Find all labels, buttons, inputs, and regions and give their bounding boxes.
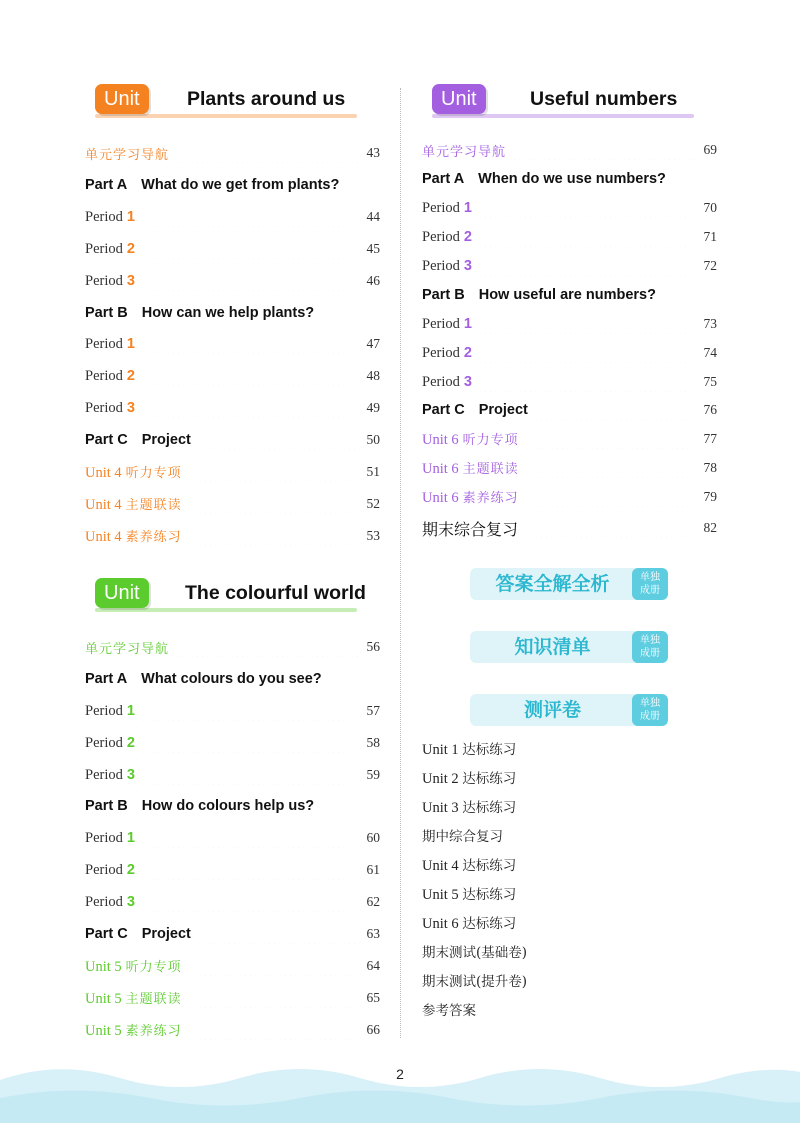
entry-text: 素养练习 — [125, 1024, 182, 1039]
tag-line-1: 单独 — [640, 698, 660, 709]
unit-6-b-period-2[interactable] — [422, 343, 717, 363]
unit-prefix: Unit 6 — [422, 490, 459, 506]
leader-dots — [141, 239, 358, 259]
entry-label — [85, 494, 182, 514]
leader-dots — [141, 271, 358, 291]
part-label: Part A — [422, 171, 465, 187]
leader-dots — [188, 956, 358, 976]
unit-4-practice[interactable] — [85, 526, 380, 546]
entry-label — [85, 1020, 182, 1040]
period-word: Period — [422, 344, 460, 361]
period-num: 3 — [126, 273, 135, 289]
period-word: Period — [422, 228, 460, 245]
test-prefix: Unit 3 — [422, 800, 459, 816]
part-label: Part B — [422, 287, 465, 303]
part-title: Project — [141, 926, 191, 942]
leader-dots — [478, 198, 695, 218]
leader-dots — [478, 256, 695, 276]
page-num: 79 — [703, 489, 717, 504]
unit-5-a-period-3[interactable] — [85, 765, 380, 785]
unit-5-part-b[interactable] — [85, 796, 380, 816]
entry-text: 素养练习 — [462, 491, 519, 506]
page-num: 52 — [366, 496, 380, 511]
period-num: 1 — [463, 316, 472, 332]
period-num: 1 — [126, 703, 135, 719]
page-num: 45 — [366, 241, 380, 256]
test-item[interactable] — [422, 738, 516, 759]
unit-4-a-period-2[interactable] — [85, 239, 380, 259]
unit-6-title: Useful numbers — [530, 88, 678, 110]
part-title: Project — [478, 402, 528, 418]
entry-text: 主题联读 — [462, 462, 519, 477]
test-text: 达标练习 — [462, 771, 517, 787]
unit-4-part-b[interactable] — [85, 303, 380, 323]
leader-dots — [175, 637, 358, 657]
final-review-entry[interactable] — [422, 518, 717, 538]
unit-6-listening[interactable] — [422, 429, 717, 449]
test-text: 达标练习 — [462, 858, 517, 874]
test-item[interactable] — [422, 825, 503, 846]
entry-label — [422, 458, 519, 478]
entry-text: 听力专项 — [462, 433, 519, 448]
unit-prefix: Unit 4 — [85, 497, 122, 513]
page-num: 76 — [703, 402, 717, 417]
entry-label: 单元学习导航 — [85, 147, 170, 163]
leader-dots — [188, 494, 358, 514]
period-num: 2 — [126, 862, 135, 878]
unit-5-listening[interactable] — [85, 956, 380, 976]
test-text: 达标练习 — [462, 800, 517, 816]
period-word: Period — [422, 373, 460, 390]
page-num: 69 — [703, 142, 717, 157]
part-title: How can we help plants? — [141, 305, 315, 321]
page-num: 64 — [366, 958, 380, 973]
part-label: Part B — [85, 305, 128, 321]
unit-5-b-period-2[interactable] — [85, 860, 380, 880]
test-item[interactable] — [422, 970, 527, 991]
period-num: 1 — [126, 830, 135, 846]
unit-4-a-period-1[interactable] — [85, 207, 380, 227]
page-num: 78 — [703, 460, 717, 475]
leader-dots — [141, 398, 358, 418]
test-text: 期末测试(提升卷) — [422, 974, 528, 990]
test-text: 达标练习 — [462, 916, 517, 932]
part-title: How useful are numbers? — [478, 287, 656, 303]
period-num: 2 — [126, 735, 135, 751]
page-num: 56 — [366, 639, 380, 654]
part-label: Part A — [85, 177, 128, 193]
leader-dots — [141, 334, 358, 354]
unit-6-badge: Unit 6 — [432, 84, 486, 114]
part-label: Part C — [85, 432, 128, 448]
tag-line-2: 成册 — [640, 711, 660, 722]
leader-dots — [141, 207, 358, 227]
period-word: Period — [422, 315, 460, 332]
unit-4-a-period-3[interactable] — [85, 271, 380, 291]
period-word: Period — [85, 893, 123, 910]
entry-label: 单元学习导航 — [85, 641, 170, 657]
entry-label — [85, 988, 182, 1008]
leader-dots — [478, 372, 695, 392]
test-item[interactable] — [422, 941, 527, 962]
unit-4-listening[interactable] — [85, 462, 380, 482]
tag-line-2: 成册 — [640, 648, 660, 659]
unit-5-title: The colourful world — [185, 582, 366, 604]
page-num: 70 — [703, 200, 717, 215]
page-num: 60 — [366, 830, 380, 845]
leader-dots — [478, 227, 695, 247]
part-label: Part B — [85, 798, 128, 814]
separate-booklet-tag — [632, 568, 668, 600]
leader-dots — [525, 458, 695, 478]
period-num: 1 — [463, 200, 472, 216]
page-num: 50 — [366, 432, 380, 447]
test-text: 达标练习 — [462, 742, 517, 758]
period-word: Period — [85, 240, 123, 257]
leader-dots — [524, 518, 695, 538]
test-text: 期中综合复习 — [422, 829, 503, 845]
test-papers-pill[interactable] — [470, 694, 666, 726]
unit-4-badge: Unit 4 — [95, 84, 149, 114]
unit-5-b-period-3[interactable] — [85, 892, 380, 912]
test-prefix: Unit 6 — [422, 916, 459, 932]
leader-dots — [141, 733, 358, 753]
entry-text: 主题联读 — [125, 992, 182, 1007]
unit-4-part-a[interactable] — [85, 175, 380, 195]
page-num: 74 — [703, 345, 717, 360]
entry-label — [85, 526, 182, 546]
leader-dots — [512, 140, 695, 160]
page-num: 72 — [703, 258, 717, 273]
unit-prefix: Unit 4 — [85, 529, 122, 545]
column-divider — [400, 88, 401, 1038]
pill-label: 答案全解全析 — [495, 573, 610, 595]
separate-booklet-tag — [632, 694, 668, 726]
unit-5-practice[interactable] — [85, 1020, 380, 1040]
unit-6-b-period-3[interactable] — [422, 372, 717, 392]
page-num: 49 — [366, 400, 380, 415]
period-num: 2 — [463, 229, 472, 245]
page-num: 57 — [366, 703, 380, 718]
tag-line-1: 单独 — [640, 635, 660, 646]
pill-label: 知识清单 — [514, 636, 591, 658]
page-num: 44 — [366, 209, 380, 224]
leader-dots — [478, 314, 695, 334]
unit-4-title: Plants around us — [187, 88, 346, 110]
unit-4-reading[interactable] — [85, 494, 380, 514]
unit-5-part-a[interactable] — [85, 669, 380, 689]
period-num: 3 — [126, 767, 135, 783]
period-num: 3 — [126, 400, 135, 416]
unit-6-a-period-2[interactable] — [422, 227, 717, 247]
unit-prefix: Unit 6 — [422, 432, 459, 448]
tag-line-2: 成册 — [640, 585, 660, 596]
leader-dots — [188, 526, 358, 546]
test-prefix: Unit 4 — [422, 858, 459, 874]
unit-6-a-period-3[interactable] — [422, 256, 717, 276]
period-word: Period — [85, 734, 123, 751]
leader-dots — [141, 366, 358, 386]
unit-6-practice[interactable] — [422, 487, 717, 507]
test-prefix: Unit 2 — [422, 771, 459, 787]
leader-dots — [525, 429, 695, 449]
unit-prefix: Unit 4 — [85, 465, 122, 481]
period-num: 1 — [126, 336, 135, 352]
leader-dots — [188, 462, 358, 482]
test-item[interactable] — [422, 796, 516, 817]
leader-dots — [141, 701, 358, 721]
test-item[interactable] — [422, 999, 476, 1020]
page-num: 47 — [366, 336, 380, 351]
unit-6-part-c[interactable] — [422, 400, 717, 420]
period-word: Period — [85, 861, 123, 878]
test-prefix: Unit 5 — [422, 887, 459, 903]
unit-5-badge: Unit 5 — [95, 578, 149, 608]
unit-6-b-period-1[interactable] — [422, 314, 717, 334]
period-word: Period — [422, 257, 460, 274]
test-item[interactable] — [422, 854, 516, 875]
unit-4-part-c[interactable] — [85, 430, 380, 450]
unit-5-reading[interactable] — [85, 988, 380, 1008]
test-text: 参考答案 — [422, 1003, 476, 1019]
page-num: 71 — [703, 229, 717, 244]
knowledge-list-pill[interactable] — [470, 631, 666, 663]
page-num: 82 — [703, 520, 717, 535]
unit-5-a-period-1[interactable] — [85, 701, 380, 721]
page-number: 2 — [396, 1066, 404, 1082]
unit-6-nav-entry[interactable] — [422, 140, 717, 160]
page-num: 51 — [366, 464, 380, 479]
leader-dots — [534, 400, 698, 420]
part-title: What colours do you see? — [141, 671, 322, 687]
leader-dots — [188, 988, 358, 1008]
period-num: 2 — [126, 241, 135, 257]
unit-4-b-period-2[interactable] — [85, 366, 380, 386]
unit-6-reading[interactable] — [422, 458, 717, 478]
page-num: 73 — [703, 316, 717, 331]
entry-label: 期末综合复习 — [422, 519, 519, 539]
period-num: 3 — [126, 894, 135, 910]
pill-label: 测评卷 — [523, 699, 581, 721]
part-label: Part C — [422, 402, 465, 418]
unit-prefix: Unit 6 — [422, 461, 459, 477]
leader-dots — [175, 143, 358, 163]
period-num: 1 — [126, 209, 135, 225]
unit-6-part-b[interactable] — [422, 285, 717, 305]
unit-prefix: Unit 5 — [85, 959, 122, 975]
test-text: 期末测试(基础卷) — [422, 945, 528, 961]
period-num: 3 — [463, 258, 472, 274]
part-title: Project — [141, 432, 191, 448]
entry-text: 听力专项 — [125, 960, 182, 975]
period-num: 2 — [126, 368, 135, 384]
page-num: 46 — [366, 273, 380, 288]
leader-dots — [197, 430, 361, 450]
test-item[interactable] — [422, 912, 516, 933]
leader-dots — [141, 892, 358, 912]
page-num: 75 — [703, 374, 717, 389]
unit-6-a-period-1[interactable] — [422, 198, 717, 218]
part-label: Part A — [85, 671, 128, 687]
entry-text: 主题联读 — [125, 498, 182, 513]
part-label: Part C — [85, 926, 128, 942]
test-prefix: Unit 1 — [422, 742, 459, 758]
page-num: 61 — [366, 862, 380, 877]
unit-6-underline — [432, 114, 694, 118]
test-text: 达标练习 — [462, 887, 517, 903]
page-num: 66 — [366, 1022, 380, 1037]
period-word: Period — [85, 367, 123, 384]
entry-label — [422, 487, 519, 507]
entry-label — [85, 956, 182, 976]
unit-6-part-a[interactable] — [422, 169, 717, 189]
leader-dots — [478, 343, 695, 363]
entry-label — [85, 462, 182, 482]
page-num: 59 — [366, 767, 380, 782]
period-word: Period — [85, 272, 123, 289]
leader-dots — [188, 1020, 358, 1040]
page-num: 62 — [366, 894, 380, 909]
page-num: 58 — [366, 735, 380, 750]
page-num: 65 — [366, 990, 380, 1005]
leader-dots — [525, 487, 695, 507]
leader-dots — [141, 828, 358, 848]
leader-dots — [141, 860, 358, 880]
unit-5-a-period-2[interactable] — [85, 733, 380, 753]
period-num: 3 — [463, 374, 472, 390]
unit-4-underline — [95, 114, 357, 118]
leader-dots — [197, 924, 361, 944]
period-word: Period — [85, 702, 123, 719]
period-num: 2 — [463, 345, 472, 361]
period-word: Period — [85, 335, 123, 352]
tag-line-1: 单独 — [640, 572, 660, 583]
unit-4-b-period-1[interactable] — [85, 334, 380, 354]
entry-label — [422, 429, 519, 449]
unit-5-b-period-1[interactable] — [85, 828, 380, 848]
part-title: When do we use numbers? — [478, 171, 666, 187]
period-word: Period — [85, 399, 123, 416]
entry-text: 素养练习 — [125, 530, 182, 545]
period-word: Period — [85, 208, 123, 225]
part-title: How do colours help us? — [141, 798, 315, 814]
period-word: Period — [422, 199, 460, 216]
unit-4-nav-entry[interactable] — [85, 143, 380, 163]
entry-label: 单元学习导航 — [422, 144, 507, 160]
page-num: 77 — [703, 431, 717, 446]
unit-prefix: Unit 5 — [85, 1023, 122, 1039]
unit-5-nav-entry[interactable] — [85, 637, 380, 657]
unit-5-underline — [95, 608, 357, 612]
answers-booklet-pill[interactable] — [470, 568, 666, 600]
separate-booklet-tag — [632, 631, 668, 663]
leader-dots — [141, 765, 358, 785]
page-num: 63 — [366, 926, 380, 941]
entry-text: 听力专项 — [125, 466, 182, 481]
unit-4-b-period-3[interactable] — [85, 398, 380, 418]
page-num: 48 — [366, 368, 380, 383]
unit-prefix: Unit 5 — [85, 991, 122, 1007]
period-word: Period — [85, 766, 123, 783]
test-item[interactable] — [422, 883, 516, 904]
part-title: What do we get from plants? — [141, 177, 340, 193]
period-word: Period — [85, 829, 123, 846]
page-num: 43 — [366, 145, 380, 160]
test-item[interactable] — [422, 767, 516, 788]
page-num: 53 — [366, 528, 380, 543]
unit-5-part-c[interactable] — [85, 924, 380, 944]
